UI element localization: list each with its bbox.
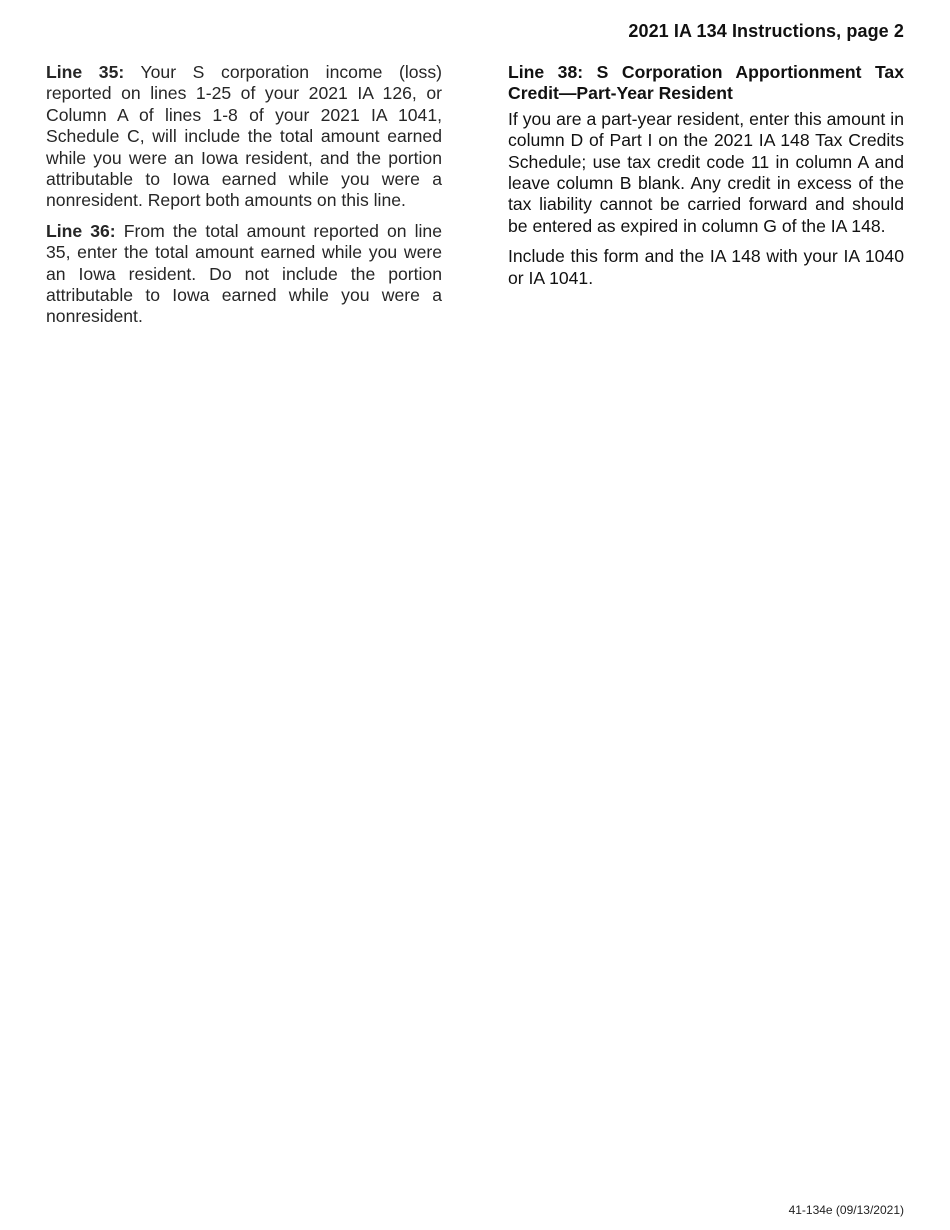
- form-code-footer: 41-134e (09/13/2021): [788, 1203, 904, 1217]
- line-35-label: Line 35:: [46, 62, 125, 82]
- line-38-paragraph: If you are a part-year resident, enter this amount in column D of Part I on the 2021 IA 148 Tax Credits Schedule; use tax credit code 11 in column A and leave column B blank. Any credit in excess of the tax liability cannot be carried forward and should be entered as expired in column G of the IA 148.: [508, 108, 904, 236]
- line-35-text: Your S corporation income (loss) reported on lines 1-25 of your 2021 IA 126, or Column A of lines 1-8 of your 2021 IA 1041, Schedule C, will include the total amount earned while you were an Iowa resident, and the portion attributable to Iowa earned while you were a nonresident. Report both amounts on this line.: [46, 62, 442, 211]
- right-column: [508, 62, 904, 298]
- left-column: [46, 62, 442, 337]
- line-36-paragraph: [46, 221, 442, 328]
- include-form-paragraph: Include this form and the IA 148 with your IA 1040 or IA 1041.: [508, 246, 904, 288]
- line-38-heading: Line 38: S Corporation Apportionment Tax Credit—Part-Year Resident: [508, 62, 904, 104]
- line-36-label: Line 36:: [46, 220, 116, 241]
- page-title: 2021 IA 134 Instructions, page 2: [628, 21, 904, 41]
- line-36-text: From the total amount reported on line 35, enter the total amount earned while you were an Iowa resident. Do not include the portion attributable to Iowa earned while you were a nonresident.: [46, 220, 442, 327]
- line-35-paragraph: [46, 62, 442, 212]
